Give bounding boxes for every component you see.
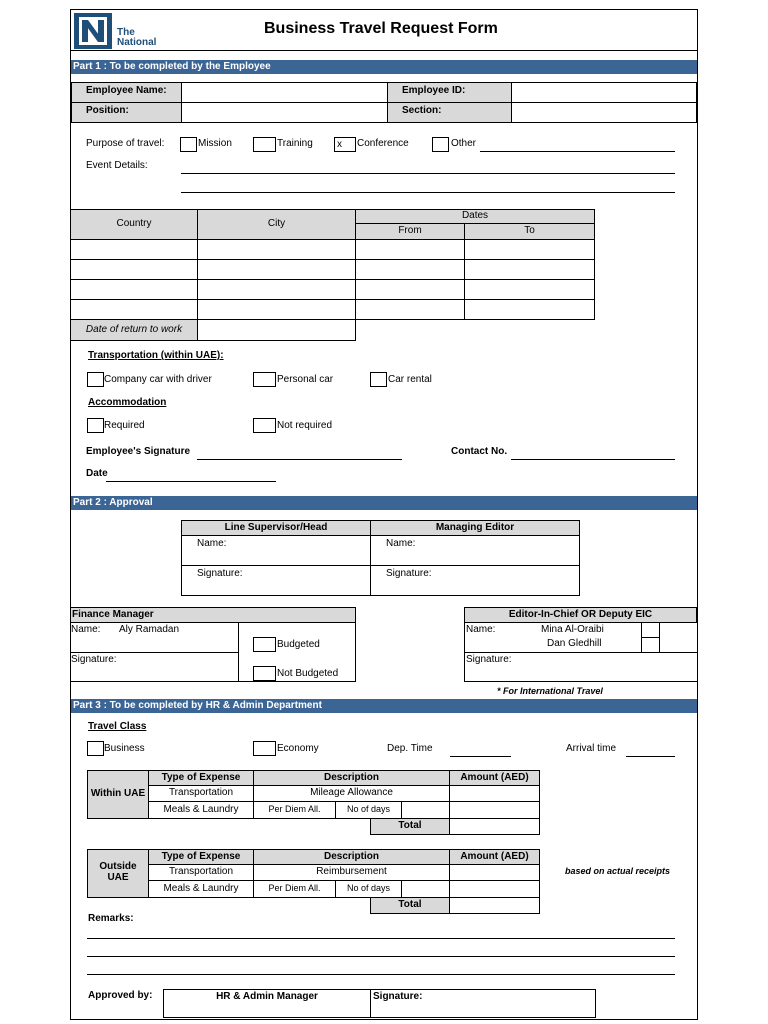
within-meals: Meals & Laundry	[148, 801, 254, 819]
to-cell[interactable]	[464, 299, 595, 320]
employee-name-field[interactable]	[181, 82, 388, 103]
arrival-time-line[interactable]	[626, 756, 675, 757]
dep-time-line[interactable]	[450, 756, 511, 757]
mission-checkbox[interactable]	[180, 137, 197, 152]
to-cell[interactable]	[464, 279, 595, 300]
event-details-line-2[interactable]	[181, 192, 675, 193]
employee-id-label: Employee ID:	[387, 82, 512, 103]
eic-header: Editor-In-Chief OR Deputy EIC	[464, 607, 697, 623]
outside-days-value[interactable]	[401, 880, 450, 898]
approved-by-label: Approved by:	[88, 990, 153, 1001]
eic-name-1: Mina Al-Oraibi	[541, 624, 604, 635]
conference-label: Conference	[357, 138, 409, 149]
personal-car-label: Personal car	[277, 374, 334, 385]
outside-uae-line1: Outside	[99, 861, 137, 872]
outside-transportation: Transportation	[148, 864, 254, 881]
return-date-field[interactable]	[197, 319, 356, 341]
finance-divider	[70, 652, 239, 653]
finance-bottom	[70, 681, 356, 682]
hr-manager-cell[interactable]: HR & Admin Manager	[163, 989, 371, 1018]
company-car-label: Company car with driver	[104, 374, 212, 385]
eic-bottom	[464, 681, 697, 682]
outside-amount-header: Amount (AED)	[449, 849, 540, 865]
position-field[interactable]	[181, 102, 388, 123]
to-cell[interactable]	[464, 239, 595, 260]
employee-signature-label: Employee's Signature	[86, 446, 191, 457]
contact-line[interactable]	[511, 459, 675, 460]
finance-right-edge	[355, 622, 356, 682]
receipts-note: based on actual receipts	[565, 866, 671, 876]
business-label: Business	[104, 743, 145, 754]
within-days-value[interactable]	[401, 801, 450, 819]
training-label: Training	[277, 138, 313, 149]
section-label: Section:	[387, 102, 512, 123]
city-cell[interactable]	[197, 239, 356, 260]
budgeted-label: Budgeted	[277, 639, 320, 650]
budgeted-checkbox[interactable]	[253, 637, 276, 652]
outside-meals: Meals & Laundry	[148, 880, 254, 898]
part3-header: Part 3 : To be completed by HR & Admin Department	[71, 699, 697, 713]
country-cell[interactable]	[70, 259, 198, 280]
within-total-label: Total	[370, 818, 450, 835]
city-cell[interactable]	[197, 299, 356, 320]
transportation-label: Transportation (within UAE):	[88, 350, 224, 361]
accommodation-label: Accommodation	[88, 397, 167, 408]
managing-editor-header: Managing Editor	[370, 520, 580, 536]
within-description-header: Description	[253, 770, 450, 786]
logo-n-icon	[73, 12, 113, 50]
hr-signature-cell[interactable]: Signature:	[370, 989, 596, 1018]
company-car-checkbox[interactable]	[87, 372, 104, 387]
supervisor-name-cell[interactable]: Name:	[181, 535, 371, 566]
part2-header: Part 2 : Approval	[71, 496, 697, 510]
page-title: Business Travel Request Form	[264, 20, 498, 37]
mission-label: Mission	[198, 138, 232, 149]
logo-text-line2: National	[117, 37, 157, 48]
to-cell[interactable]	[464, 259, 595, 280]
remarks-label: Remarks:	[88, 913, 134, 924]
from-cell[interactable]	[355, 299, 465, 320]
remarks-line-1[interactable]	[87, 938, 675, 939]
arrival-time-label: Arrival time	[566, 743, 617, 754]
country-cell[interactable]	[70, 239, 198, 260]
event-details-line-1[interactable]	[181, 173, 675, 174]
dates-header: Dates	[355, 209, 595, 224]
date-label: Date	[86, 468, 108, 479]
within-per-diem: Per Diem All.	[253, 801, 336, 819]
city-cell[interactable]	[197, 259, 356, 280]
from-header: From	[355, 223, 465, 240]
contact-label: Contact No.	[451, 446, 508, 457]
purpose-label: Purpose of travel:	[86, 138, 165, 149]
employee-id-field[interactable]	[511, 82, 697, 103]
supervisor-signature-cell[interactable]: Signature:	[181, 565, 371, 596]
outside-no-of-days: No of days	[335, 880, 402, 898]
car-rental-checkbox[interactable]	[370, 372, 387, 387]
training-checkbox[interactable]	[253, 137, 276, 152]
event-details-label: Event Details:	[86, 160, 148, 171]
city-header: City	[197, 209, 356, 240]
outside-meals-amount[interactable]	[449, 880, 540, 898]
within-no-of-days: No of days	[335, 801, 402, 819]
accommodation-required-checkbox[interactable]	[87, 418, 104, 433]
remarks-line-2[interactable]	[87, 956, 675, 957]
economy-checkbox[interactable]	[253, 741, 276, 756]
outside-transport-amount[interactable]	[449, 864, 540, 881]
conference-checkbox[interactable]: x	[334, 137, 356, 152]
logo-text-line1: The	[117, 27, 135, 38]
return-date-label: Date of return to work	[70, 319, 198, 341]
other-checkbox[interactable]	[432, 137, 449, 152]
dep-time-label: Dep. Time	[387, 743, 433, 754]
other-line[interactable]	[480, 151, 675, 152]
eic-signature-label: Signature:	[466, 654, 512, 665]
employee-signature-line[interactable]	[197, 459, 402, 460]
outside-uae-label	[87, 849, 149, 898]
eic-divider	[464, 652, 697, 653]
eic-select-box-2[interactable]	[641, 637, 660, 653]
position-label: Position:	[71, 102, 182, 123]
travel-class-label: Travel Class	[88, 721, 147, 732]
within-total-amount[interactable]	[449, 818, 540, 835]
within-type-header: Type of Expense	[148, 770, 254, 786]
accommodation-not-required-label: Not required	[277, 420, 333, 431]
date-line[interactable]	[106, 481, 276, 482]
outside-total-label: Total	[370, 897, 450, 914]
business-checkbox[interactable]	[87, 741, 104, 756]
to-header: To	[464, 223, 595, 240]
title-divider	[71, 50, 697, 51]
finance-manager-header: Finance Manager	[70, 607, 356, 623]
within-transportation: Transportation	[148, 785, 254, 802]
outside-per-diem: Per Diem All.	[253, 880, 336, 898]
outside-type-header: Type of Expense	[148, 849, 254, 865]
from-cell[interactable]	[355, 279, 465, 300]
editor-name-cell[interactable]: Name:	[370, 535, 580, 566]
remarks-line-3[interactable]	[87, 974, 675, 975]
economy-label: Economy	[277, 743, 319, 754]
finance-signature-label: Signature:	[71, 654, 117, 665]
outside-reimbursement: Reimbursement	[253, 864, 450, 881]
country-cell[interactable]	[70, 279, 198, 300]
within-meals-amount[interactable]	[449, 801, 540, 819]
outside-total-amount[interactable]	[449, 897, 540, 914]
finance-name-label: Name:	[71, 624, 101, 635]
within-mileage: Mileage Allowance	[253, 785, 450, 802]
finance-vline	[238, 622, 239, 682]
within-uae-label: Within UAE	[87, 770, 149, 819]
not-budgeted-label: Not Budgeted	[277, 668, 339, 679]
within-transport-amount[interactable]	[449, 785, 540, 802]
part1-header: Part 1 : To be completed by the Employee	[71, 60, 697, 74]
the-national-logo	[73, 12, 173, 50]
city-cell[interactable]	[197, 279, 356, 300]
eic-name-2: Dan Gledhill	[547, 638, 602, 649]
accommodation-required-label: Required	[104, 420, 145, 431]
country-cell[interactable]	[70, 299, 198, 320]
personal-car-checkbox[interactable]	[253, 372, 276, 387]
eic-name-label: Name:	[466, 624, 496, 635]
country-header: Country	[70, 209, 198, 240]
not-budgeted-checkbox[interactable]	[253, 666, 276, 681]
accommodation-not-required-checkbox[interactable]	[253, 418, 276, 433]
other-label: Other	[451, 138, 477, 149]
from-cell[interactable]	[355, 239, 465, 260]
section-field[interactable]	[511, 102, 697, 123]
outside-uae-line2: UAE	[107, 872, 129, 883]
editor-signature-cell[interactable]: Signature:	[370, 565, 580, 596]
eic-select-box-1[interactable]	[641, 622, 660, 638]
within-amount-header: Amount (AED)	[449, 770, 540, 786]
employee-name-label: Employee Name:	[71, 82, 182, 103]
line-supervisor-header: Line Supervisor/Head	[181, 520, 371, 536]
outside-description-header: Description	[253, 849, 450, 865]
car-rental-label: Car rental	[388, 374, 432, 385]
international-travel-note: * For International Travel	[497, 686, 603, 696]
from-cell[interactable]	[355, 259, 465, 280]
finance-name-value: Aly Ramadan	[119, 624, 180, 635]
